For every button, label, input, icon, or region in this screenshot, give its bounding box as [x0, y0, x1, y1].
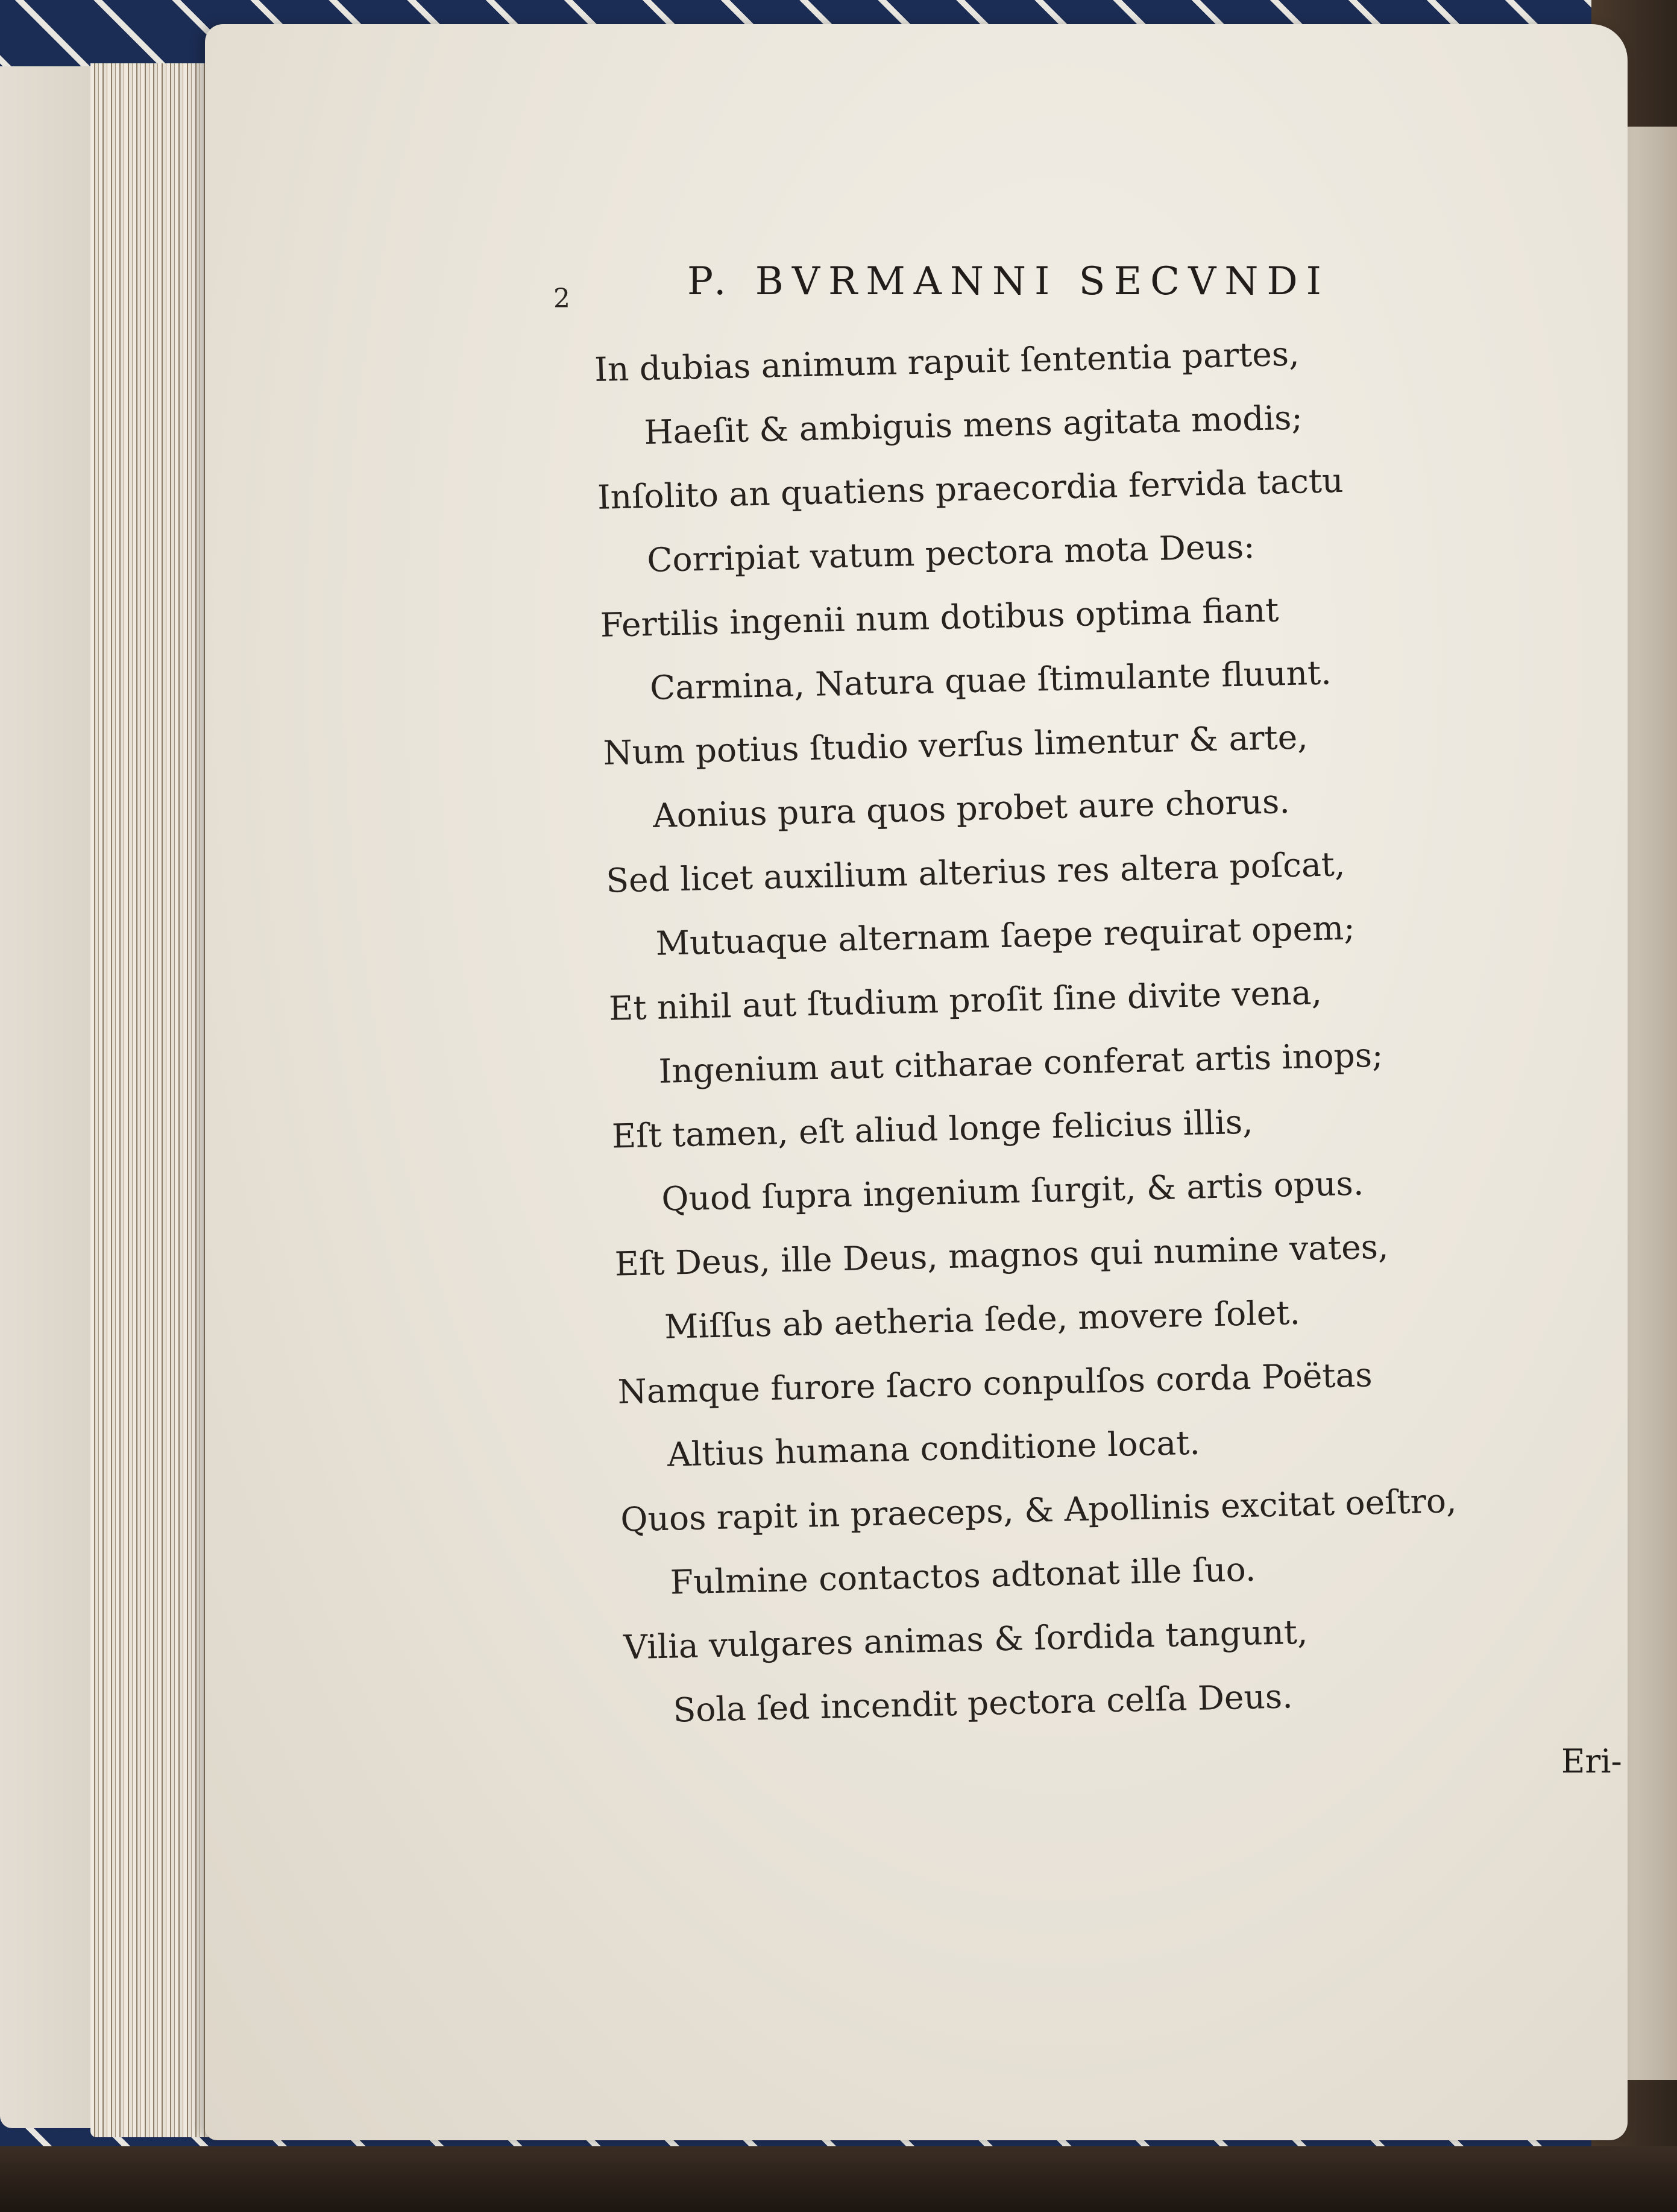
table-surface-bottom: [0, 2146, 1677, 2212]
verse-line: Aonius pura quos probet aure chorus.: [652, 782, 1291, 835]
verse-line: Mutuaque alternam ſaepe requirat opem;: [655, 908, 1356, 963]
verse-line: Eſt tamen, eſt aliud longe felicius illis,: [611, 1102, 1254, 1156]
running-head: P. BVRMANNI SECVNDI: [687, 259, 1330, 304]
verse-line: Fertilis ingenii num dotibus optima fiant: [600, 590, 1279, 644]
verse-line: Sola ſed incendit pectora celſa Deus.: [672, 1677, 1294, 1730]
verse-line: Altius humana conditione locat.: [667, 1423, 1201, 1474]
verse-line: Haeſit & ambiguis mens agitata modis;: [643, 398, 1303, 452]
verse-line: Quod ſupra ingenium ſurgit, & artis opus.: [661, 1164, 1364, 1218]
verse-line: Namque furore ſacro conpulſos corda Poëtas: [617, 1355, 1373, 1411]
verse-line: Et nihil aut ſtudium proſit ſine divite vena,: [608, 972, 1323, 1028]
verse-line: Corripiat vatum pectora mota Deus:: [646, 527, 1256, 580]
verse-line: Fulmine contactos adtonat ille ſuo.: [670, 1549, 1256, 1602]
verse-line: In dubias animum rapuit ſententia partes,: [594, 334, 1300, 389]
verse-line: Num potius ſtudio verſus limentur & arte,: [602, 717, 1309, 772]
verse-line: Miſſus ab aetheria ſede, movere ſolet.: [664, 1293, 1301, 1346]
page-number: 2: [553, 283, 570, 314]
verse-line: Carmina, Natura quae ſtimulante fluunt.: [649, 653, 1332, 708]
poem-text: [594, 319, 1462, 1744]
verse-line: Sed licet auxilium alterius res altera poſcat,: [605, 844, 1345, 900]
verse-line: Quos rapit in praeceps, & Apollinis excitat oeſtro,: [620, 1481, 1458, 1539]
verse-line: Ingenium aut citharae conferat artis inops;: [658, 1035, 1384, 1091]
verse-line: Vilia vulgares animas & ſordida tangunt,: [623, 1612, 1309, 1667]
catchword: Eri-: [1561, 1742, 1622, 1780]
verse-line: Eſt Deus, ille Deus, magnos qui numine vates,: [614, 1227, 1389, 1284]
verse-line: Inſolito an quatiens praecordia fervida tactu: [597, 461, 1344, 517]
